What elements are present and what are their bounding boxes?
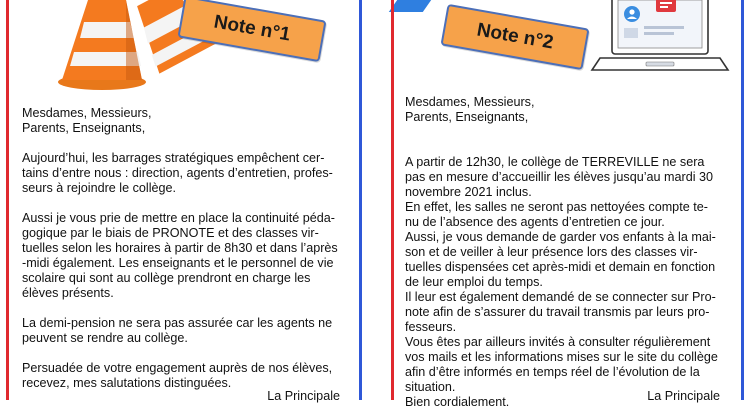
blue-border-right	[359, 0, 362, 400]
red-border-left	[391, 0, 394, 400]
paragraph: A partir de 12h30, le collège de TERREVILLE ne sera pas en mesure d’accueillir les élèves jusqu’au mardi 30 novembre 2021 inclus.	[405, 155, 714, 199]
red-border-left	[6, 0, 9, 400]
greeting: Mesdames, Messieurs, Parents, Enseignants,	[22, 106, 152, 135]
corner-decoration	[389, 0, 431, 12]
blue-border-right	[741, 0, 744, 400]
paragraph: En effet, les salles ne seront pas nettoyées compte te- nu de l’absence des agents d’entretien ce jour. Aussi, je vous demande de garder vos enfants à la mai- son et de veiller à leur présence lors des classes vir- tuelles dispensées cet après-midi et demain en fonction de leur emploi du temps. Il leur est également demandé de se connecter sur Pro- note afin de s’assurer du travail transmis par leurs pro- fesseurs. Vous êtes par ailleurs invités à consulter régulièrement vos mails et les informations mises sur le site du collège afin d’être informés en temps réel de l’évolution de la situation. Bien cordialement.	[405, 200, 718, 409]
paragraph: La demi-pension ne sera pas assurée car les agents ne peuvent se rendre au collège.	[22, 316, 333, 345]
note-body	[22, 106, 352, 406]
panel-gap	[370, 0, 384, 400]
note-tag: Note n°1	[177, 0, 326, 62]
greeting: Mesdames, Messieurs, Parents, Enseignants,	[405, 95, 535, 124]
note-panel-1	[0, 0, 368, 403]
note-body	[405, 95, 735, 410]
paragraph: Persuadée de votre engagement auprès de nos élèves, recevez, mes salutations distinguées.	[22, 361, 333, 390]
note-panel-2	[385, 0, 750, 409]
note-tag: Note n°2	[440, 4, 589, 70]
paragraph: Aujourd’hui, les barrages stratégiques empêchent cer- tains d’entre nous : direction, agents d’entretien, profes- seurs à rejoindre le collège.	[22, 151, 333, 195]
signature: La Principale	[267, 389, 340, 403]
laptop-icon	[590, 0, 730, 82]
signature: La Principale	[647, 389, 720, 403]
paragraph: Aussi je vous prie de mettre en place la continuité péda- gogique par le biais de PRONOTE et des classes vir- tuelles selon les horaires à partir de 8h30 et dans l’après -midi également. Les enseignants et le personnel de vie scolaire qui sont au collège prendront en charge les élèves présents.	[22, 211, 338, 300]
